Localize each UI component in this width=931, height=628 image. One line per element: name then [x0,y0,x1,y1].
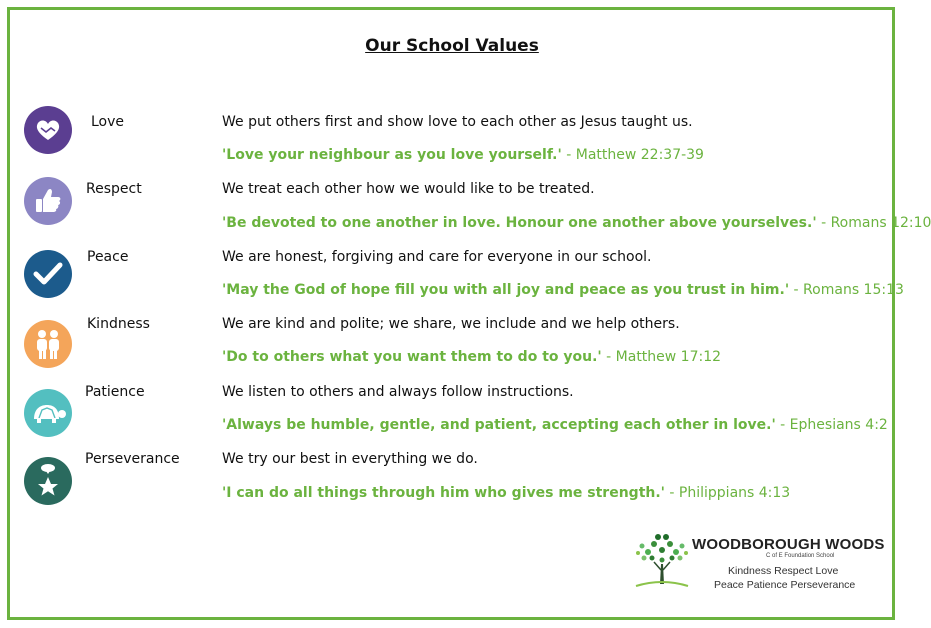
two-people-icon [24,320,72,368]
value-description-love: We put others first and show love to each other as Jesus taught us. [222,114,693,130]
heart-hands-icon [24,106,72,154]
value-name-patience: Patience [85,384,145,400]
thumbs-up-icon [24,177,72,225]
value-name-respect: Respect [86,181,142,197]
verse-quote: 'I can do all things through him who gives me strength.' [222,485,665,501]
verse-reference: - Matthew 22:37-39 [561,147,704,163]
tortoise-icon [24,389,72,437]
logo-tagline-1: Kindness Respect Love [728,565,839,577]
value-name-perseverance: Perseverance [85,451,180,467]
school-logo [630,528,885,598]
value-description-respect: We treat each other how we would like to be treated. [222,181,595,197]
verse-quote: 'May the God of hope fill you with all joy and peace as you trust in him.' [222,282,790,298]
logo-subtitle: C of E Foundation School [766,553,835,559]
value-verse-patience [222,417,888,433]
value-name-peace: Peace [87,249,129,265]
verse-quote: 'Be devoted to one another in love. Honour one another above yourselves.' [222,215,817,231]
verse-quote: 'Do to others what you want them to do to you.' [222,349,602,365]
checkmark-icon [24,250,72,298]
verse-quote: 'Love your neighbour as you love yourself.' [222,147,562,163]
value-verse-love [222,147,704,163]
logo-school-name: WOODBOROUGH WOODS [692,536,885,553]
logo-tagline-2: Peace Patience Perseverance [714,579,856,591]
value-description-peace: We are honest, forgiving and care for everyone in our school. [222,249,652,265]
value-verse-respect [222,215,931,231]
value-description-patience: We listen to others and always follow instructions. [222,384,574,400]
value-description-perseverance: We try our best in everything we do. [222,451,478,467]
value-verse-perseverance [222,485,790,501]
star-icon [24,457,72,505]
value-verse-kindness [222,349,721,365]
page-title: Our School Values [365,36,539,56]
verse-reference: - Romans 15:13 [789,282,904,298]
value-name-love: Love [91,114,125,130]
value-description-kindness: We are kind and polite; we share, we include and we help others. [222,316,680,332]
verse-quote: 'Always be humble, gentle, and patient, accepting each other in love.' [222,417,776,433]
verse-reference: - Ephesians 4:2 [775,417,888,433]
value-name-kindness: Kindness [87,316,150,332]
verse-reference: - Philippians 4:13 [664,485,791,501]
verse-reference: - Matthew 17:12 [601,349,722,365]
verse-reference: - Romans 12:10 [816,215,931,231]
value-verse-peace [222,282,904,298]
tree-icon [630,528,694,596]
